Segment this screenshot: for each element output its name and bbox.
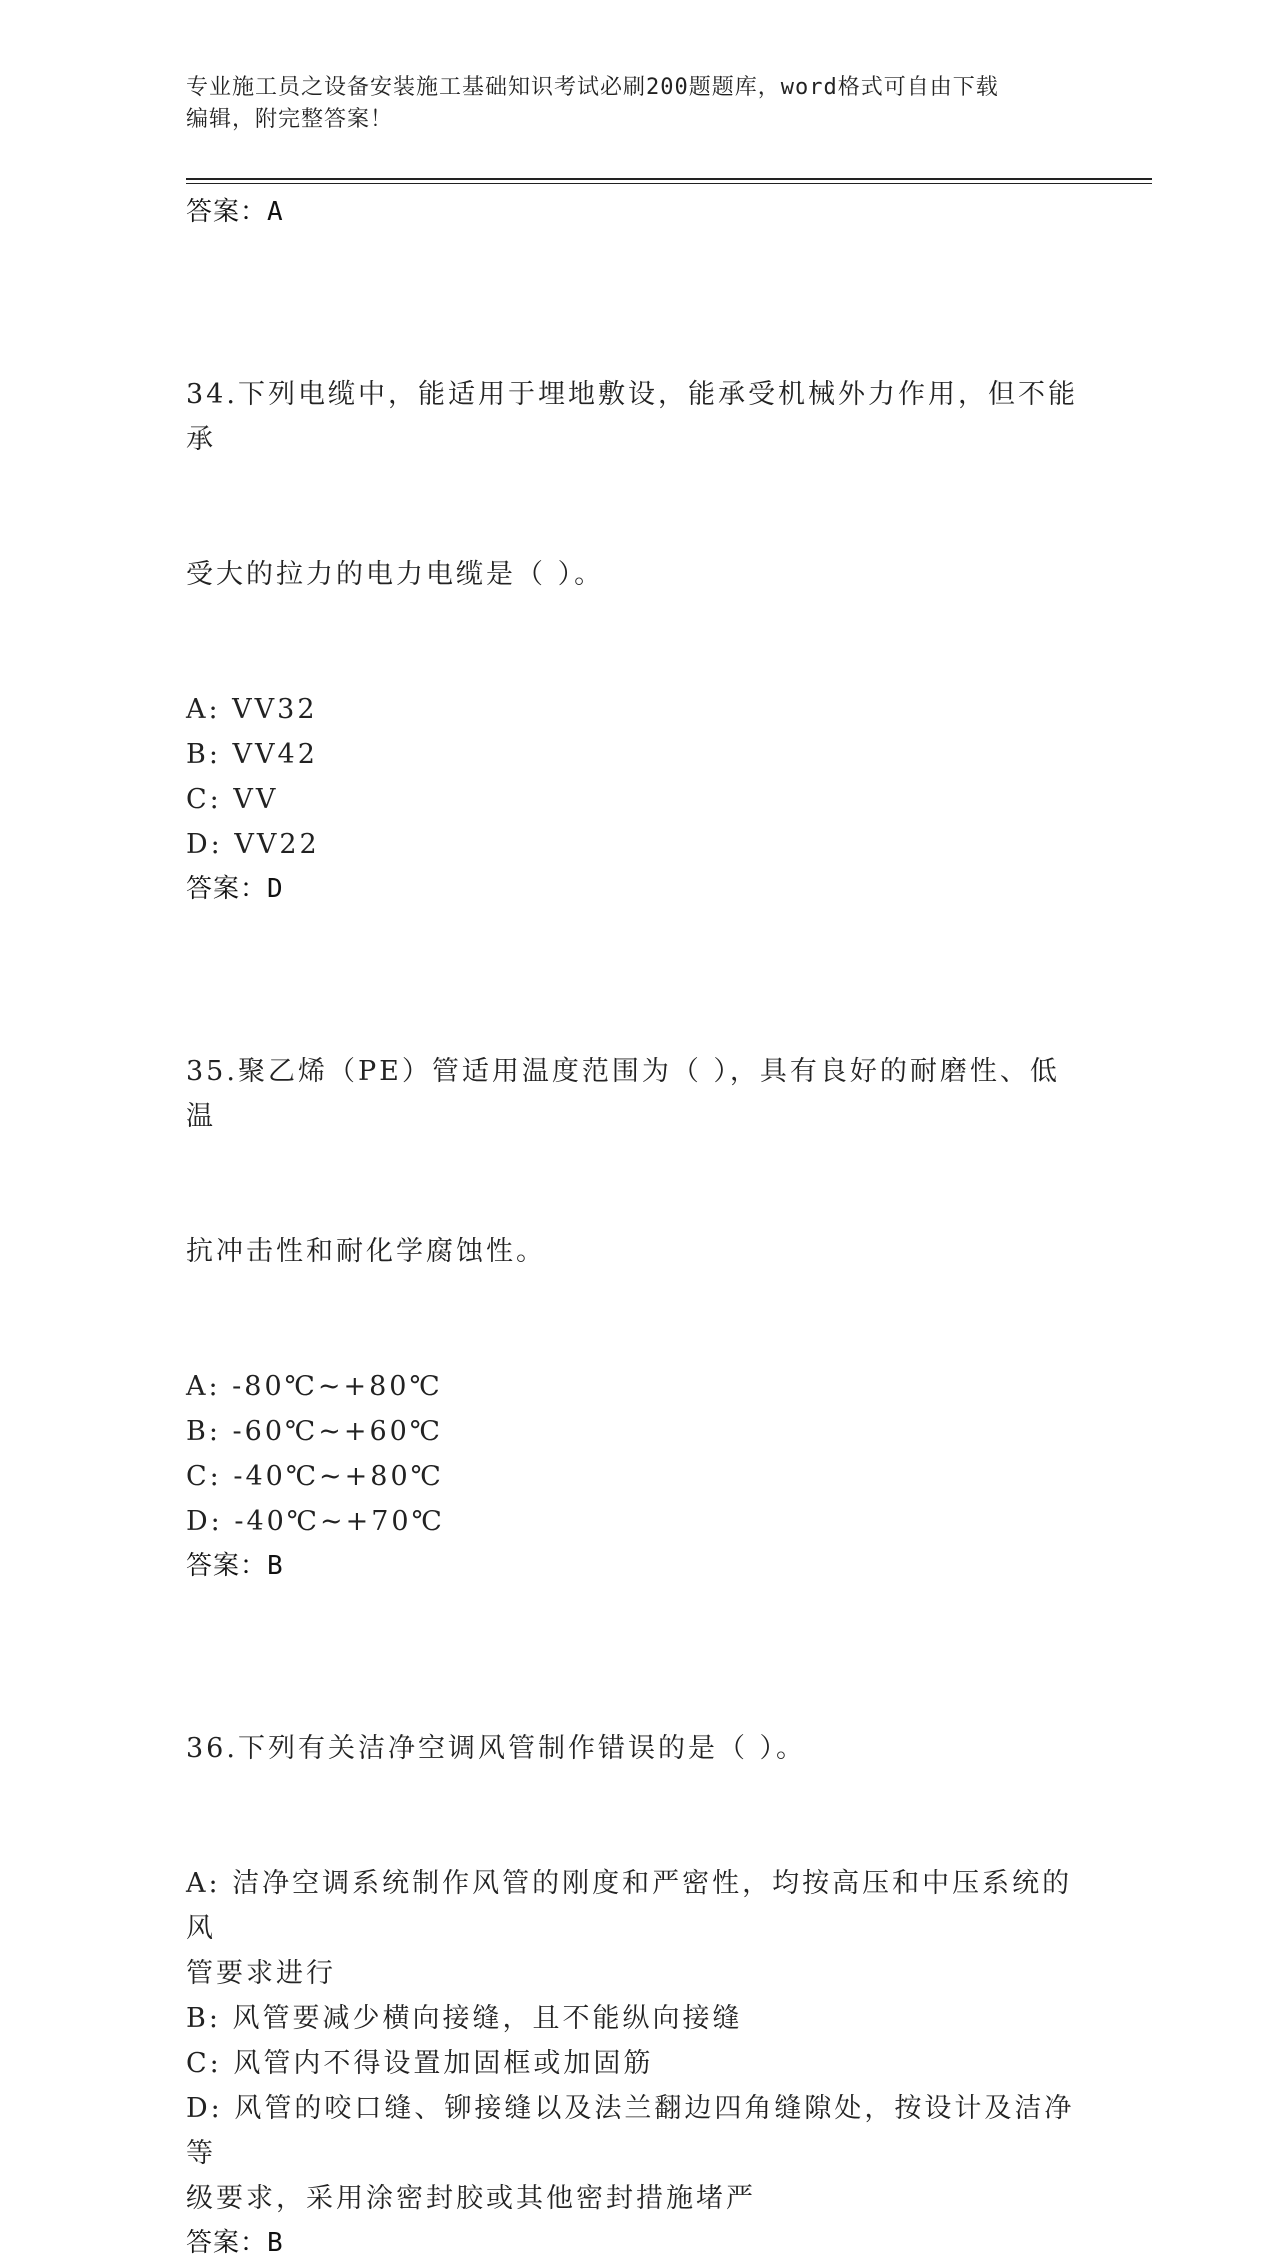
option-b: B: VV42 [186,739,318,770]
question-stem-line: 35.聚乙烯（PE）管适用温度范围为（ ），具有良好的耐磨性、低温 [186,1056,1060,1132]
question-list [186,190,1086,2265]
option-d: D: VV22 [186,829,320,860]
previous-answer: 答案：A [186,197,284,227]
option-c: C: 风管内不得设置加固框或加固筋 [186,2048,654,2079]
answer: 答案：D [186,874,284,904]
question-stem [186,282,1086,687]
option-b: B: 风管要减少横向接缝，且不能纵向接缝 [186,2003,743,2034]
option-d: D: 风管的咬口缝、铆接缝以及法兰翻边四角缝隙处，按设计及洁净等 级要求，采用涂密封胶或其他密封措施堵严 [186,2093,1075,2214]
option-a: A: -80℃~+80℃ [186,1371,443,1402]
header-divider [186,178,1152,184]
question-34 [186,282,1086,911]
question-stem [186,1636,1086,1861]
question-stem [186,959,1086,1364]
question-stem-line: 36.下列有关洁净空调风管制作错误的是（ ）。 [186,1733,807,1764]
page-header [186,72,1086,136]
option-b: B: -60℃~+60℃ [186,1416,444,1447]
question-stem-line: 34.下列电缆中，能适用于埋地敷设，能承受机械外力作用，但不能承 [186,379,1078,455]
question-36 [186,1636,1086,2265]
answer: 答案：B [186,1551,284,1581]
option-c: C: -40℃~+80℃ [186,1461,444,1492]
question-stem-line: 受大的拉力的电力电缆是（ ）。 [186,559,605,590]
question-stem-line: 抗冲击性和耐化学腐蚀性。 [186,1236,546,1267]
option-a: A: 洁净空调系统制作风管的刚度和严密性，均按高压和中压系统的风 管要求进行 [186,1868,1073,1989]
option-d: D: -40℃~+70℃ [186,1506,445,1537]
option-c: C: VV [186,784,279,815]
question-35 [186,959,1086,1588]
answer: 答案：B [186,2228,284,2258]
option-a: A: VV32 [186,694,318,725]
header-title-line-1: 专业施工员之设备安装施工基础知识考试必刷200题题库，word格式可自由下载 [186,75,999,100]
header-title-line-2: 编辑，附完整答案！ [186,107,394,132]
